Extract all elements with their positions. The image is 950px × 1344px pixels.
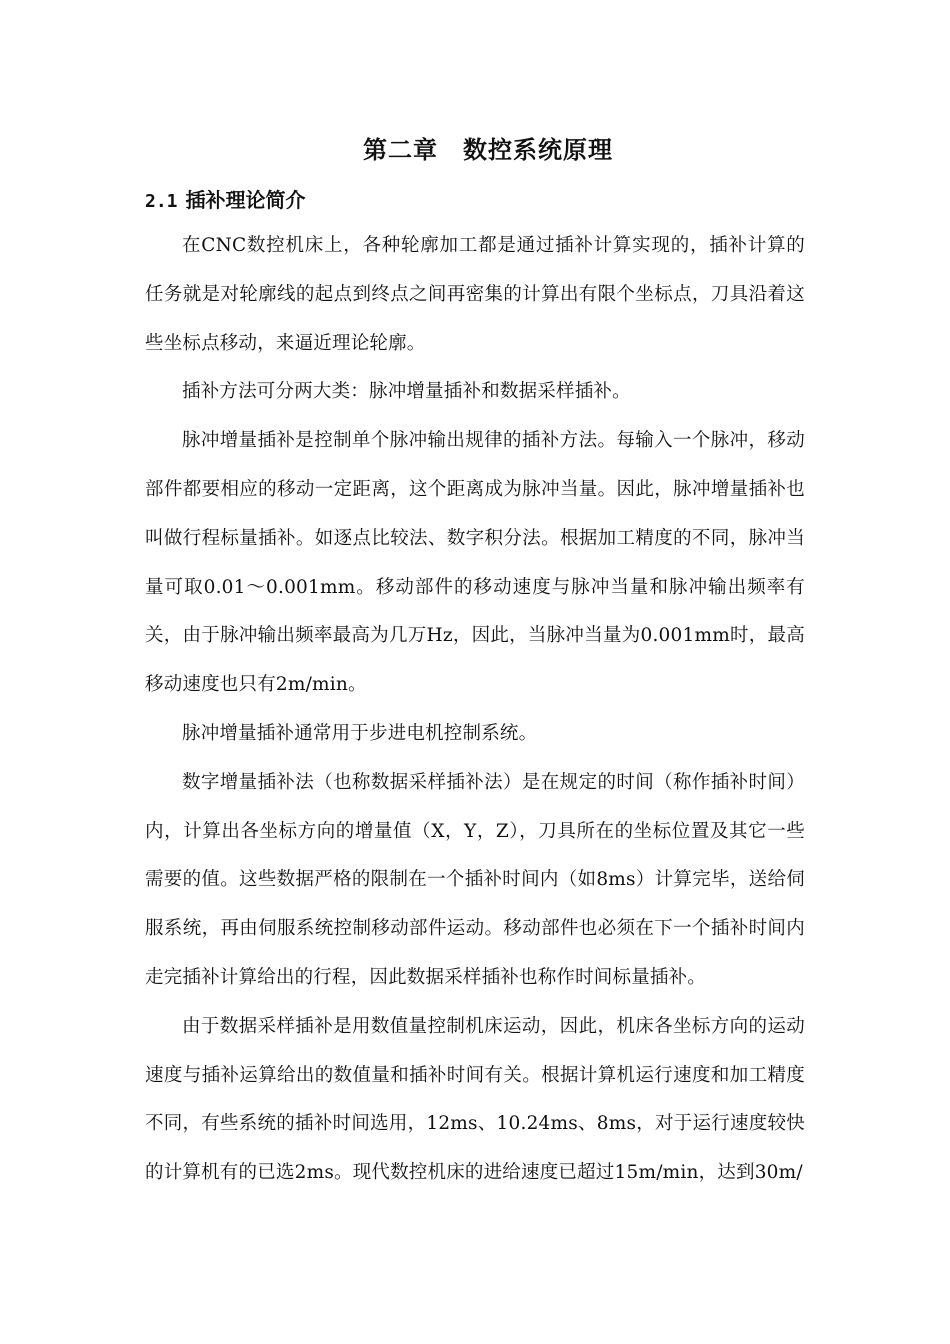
- paragraph-stepper-usage: 脉冲增量插补通常用于步进电机控制系统。: [182, 722, 538, 744]
- section-number: 2.1: [145, 191, 178, 212]
- chapter-title: 第二章 数控系统原理: [363, 136, 613, 164]
- paragraph-interpolation-types: 插补方法可分两大类：脉冲增量插补和数据采样插补。: [182, 381, 631, 403]
- body-text: [145, 222, 805, 1198]
- section-title: 插补理论简介: [185, 188, 306, 212]
- paragraph-pulse-increment: 脉冲增量插补是控制单个脉冲输出规律的插补方法。每输入一个脉冲，移动部件都要相应的移动一定距离，这个距离成为脉冲当量。因此，脉冲增量插补也叫做行程标量插补。如逐点比较法、数字积分法。根据加工精度的不同，脉冲当量可取0.01～0.001mm。移动部件的移动速度与脉冲当量和脉冲输出频率有关，由于脉冲输出频率最高为几万Hz，因此，当脉冲当量为0.001mm时，最高移动速度也只有2m/min。: [145, 430, 805, 696]
- paragraph-interpolation-intro: 在CNC数控机床上，各种轮廓加工都是通过插补计算实现的，插补计算的任务就是对轮廓线的起点到终点之间再密集的计算出有限个坐标点，刀具沿着这些坐标点移动，来逼近理论轮廓。: [145, 235, 805, 354]
- section-heading: [145, 185, 306, 217]
- paragraph-data-sampling: 数字增量插补法（也称数据采样插补法）是在规定的时间（称作插补时间）内，计算出各坐标方向的增量值（X，Y，Z），刀具所在的坐标位置及其它一些需要的值。这些数据严格的限制在一个插补时间内（如8ms）计算完毕，送给伺服系统，再由伺服系统控制移动部件运动。移动部件也必须在下一个插补时间内走完插补计算给出的行程，因此数据采样插补也称作时间标量插补。: [145, 771, 805, 988]
- paragraph-speed-relation: 由于数据采样插补是用数值量控制机床运动，因此，机床各坐标方向的运动速度与插补运算给出的数值量和插补时间有关。根据计算机运行速度和加工精度不同，有些系统的插补时间选用，12ms、10.24ms、8ms，对于运行速度较快的计算机有的已选2ms。现代数控机床的进给速度已超过15m/min，达到30m/: [145, 1015, 805, 1184]
